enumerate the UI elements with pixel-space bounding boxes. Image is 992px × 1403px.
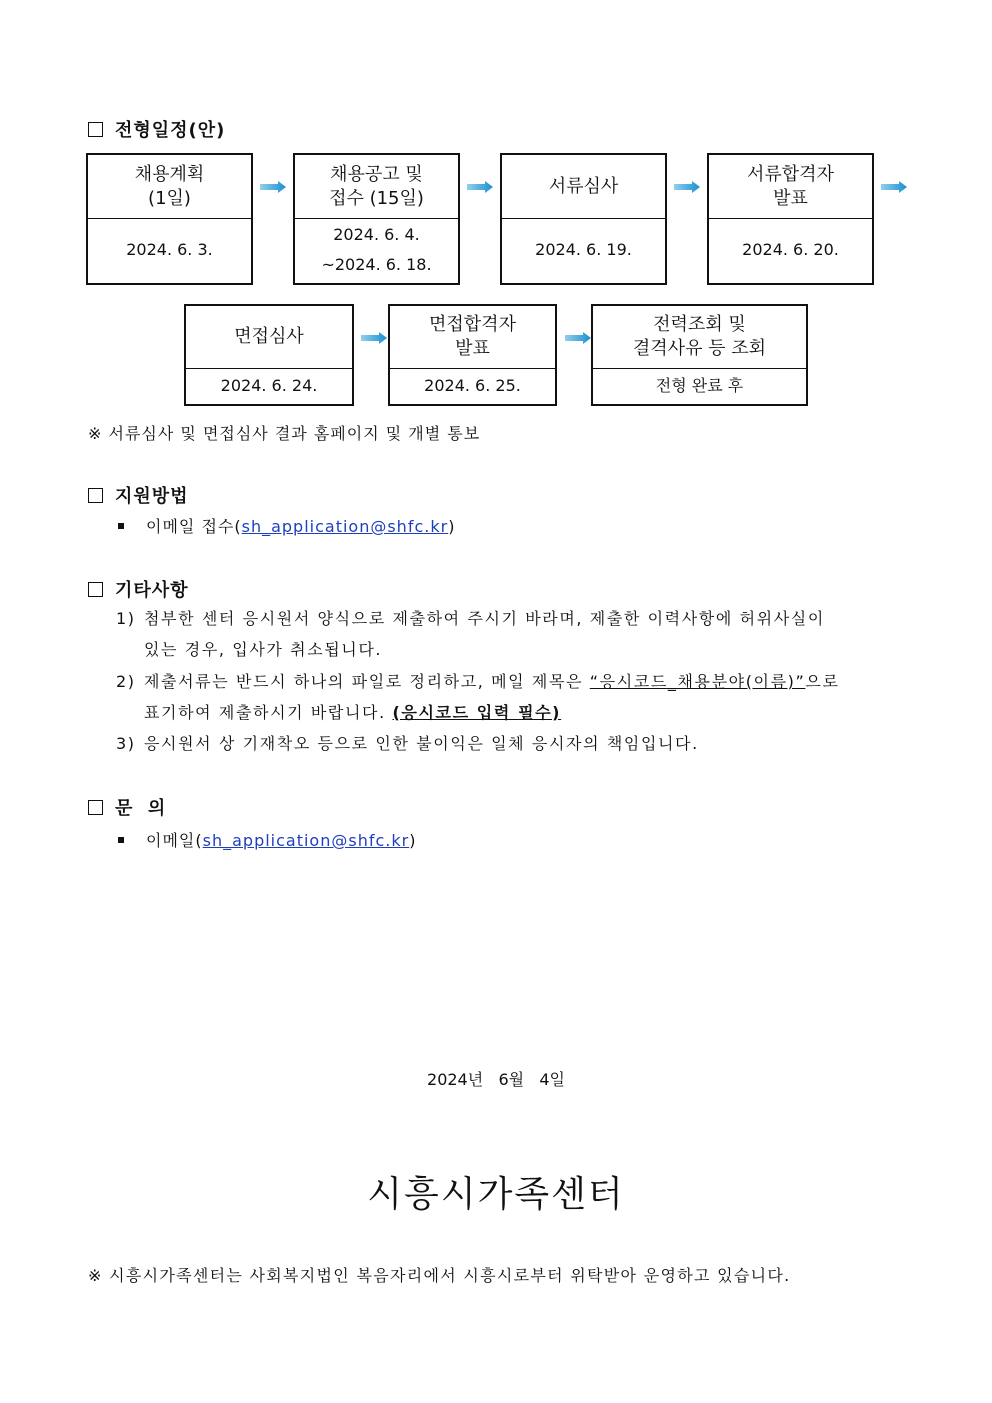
checkbox-square-icon	[88, 488, 103, 503]
apply-heading	[88, 482, 189, 508]
step-box-background-check	[591, 304, 808, 406]
item-number: 3)	[116, 734, 136, 753]
step-name-sub: (1일)	[148, 187, 191, 209]
right-arrow-icon	[260, 181, 286, 193]
item-text: 제출서류는 반드시 하나의 파일로 정리하고, 메일 제목은	[144, 672, 590, 691]
contact-item-suffix: )	[409, 831, 417, 850]
required-note: (응시코드 입력 필수)	[392, 703, 562, 722]
etc-item-1-cont: 있는 경우, 입사가 취소됩니다.	[144, 640, 383, 659]
schedule-note: ※ 서류심사 및 면접심사 결과 홈페이지 및 개별 통보	[88, 424, 481, 443]
document-date: 2024년 6월 4일	[427, 1070, 565, 1089]
etc-item-2-cont	[144, 698, 561, 728]
contact-email-link[interactable]: sh_application@shfc.kr	[202, 831, 410, 850]
item-number: 1)	[116, 609, 136, 628]
item-text: 응시원서 상 기재착오 등으로 인한 불이익은 일체 응시자의 책임입니다.	[144, 734, 699, 753]
step-date-end: ~2024. 6. 18.	[321, 255, 432, 274]
footer-note: ※ 시흥시가족센터는 사회복지법인 복음자리에서 시흥시로부터 위탁받아 운영하고 있습니다.	[88, 1266, 791, 1285]
item-number: 2)	[116, 672, 136, 691]
subject-format: “응시코드_채용분야(이름)”	[589, 672, 806, 691]
apply-title: 지원방법	[115, 486, 189, 507]
etc-heading	[88, 576, 189, 602]
step-date: 2024. 6. 4.	[333, 225, 420, 244]
step-name: 전력조회 및	[653, 314, 746, 335]
schedule-title: 전형일정(안)	[115, 120, 226, 141]
apply-item	[118, 514, 455, 537]
item-text: 표기하여 제출하시기 바랍니다.	[144, 703, 393, 722]
step-date: 2024. 6. 24.	[220, 375, 318, 395]
step-name-sub: 접수 (15일)	[329, 187, 424, 209]
contact-item	[118, 828, 416, 851]
etc-item-2	[116, 667, 840, 697]
right-arrow-icon	[361, 332, 387, 344]
step-box-interview-result	[388, 304, 557, 406]
right-arrow-icon	[565, 332, 591, 344]
right-arrow-icon	[881, 181, 907, 193]
right-arrow-icon	[674, 181, 700, 193]
step-name: 채용계획	[134, 163, 205, 185]
checkbox-square-icon	[88, 800, 103, 815]
step-name: 면접합격자	[429, 314, 516, 335]
item-text-end: 으로	[805, 672, 840, 691]
step-name-sub: 발표	[455, 338, 490, 359]
step-box-interview	[184, 304, 354, 406]
bullet-icon	[118, 523, 124, 529]
schedule-heading	[88, 116, 225, 142]
step-box-plan	[86, 153, 253, 285]
step-name: 서류합격자	[747, 163, 834, 185]
step-name: 서류심사	[548, 175, 619, 197]
step-name-sub: 발표	[773, 187, 808, 209]
bullet-icon	[118, 837, 124, 843]
step-box-document-review	[500, 153, 667, 285]
step-name: 채용공고 및	[330, 163, 423, 185]
step-date: 전형 완료 후	[655, 375, 744, 395]
apply-item-prefix: 이메일 접수(	[146, 517, 242, 536]
etc-item-3	[116, 729, 699, 759]
contact-title: 문 의	[115, 798, 167, 819]
step-box-notice	[293, 153, 460, 285]
etc-item-1	[116, 604, 825, 634]
item-text: 첨부한 센터 응시원서 양식으로 제출하여 주시기 바라며, 제출한 이력사항에 허위사실이	[144, 609, 825, 628]
right-arrow-icon	[467, 181, 493, 193]
step-date: 2024. 6. 19.	[535, 240, 632, 259]
step-date: 2024. 6. 3.	[126, 240, 213, 259]
step-name: 면접심사	[234, 326, 304, 347]
step-date: 2024. 6. 25.	[424, 375, 521, 395]
apply-item-suffix: )	[448, 517, 456, 536]
contact-heading	[88, 794, 166, 820]
organization-name: 시흥시가족센터	[367, 1174, 625, 1215]
step-name-sub: 결격사유 등 조회	[632, 338, 767, 359]
apply-email-link[interactable]: sh_application@shfc.kr	[241, 517, 449, 536]
checkbox-square-icon	[88, 122, 103, 137]
checkbox-square-icon	[88, 582, 103, 597]
step-box-document-result	[707, 153, 874, 285]
step-date: 2024. 6. 20.	[742, 240, 839, 259]
contact-item-prefix: 이메일(	[146, 831, 203, 850]
etc-title: 기타사항	[115, 580, 189, 601]
